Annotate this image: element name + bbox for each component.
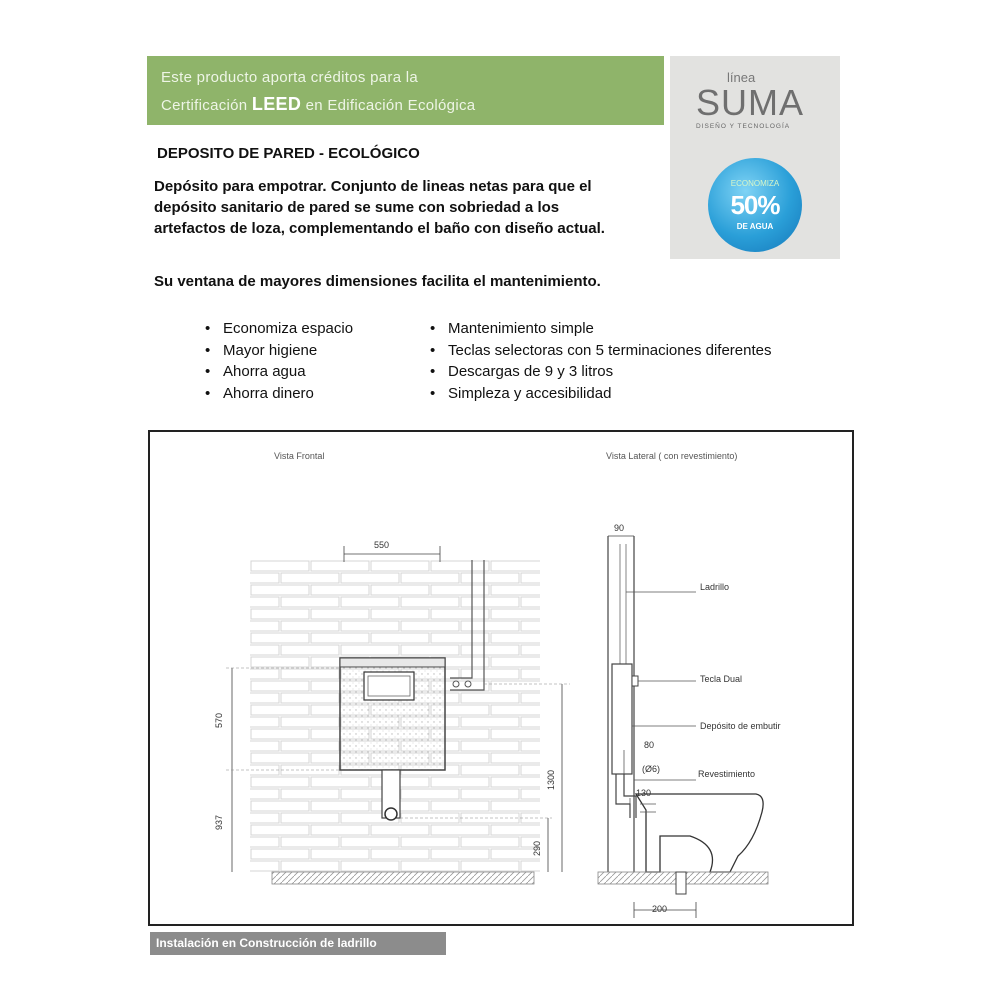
pipe-diameter [642,764,660,774]
toilet-bowl [636,794,763,872]
features-right-list [430,318,772,404]
dim-floor-label: 290 [532,840,542,856]
list-item: • Descargas de 9 y 3 litros [430,361,772,383]
leed-banner-prefix: Certificación [161,97,248,114]
leed-banner [147,56,664,125]
features-left-list [205,318,353,404]
brand-linea: línea [727,70,756,85]
dim-lower-label: 937 [214,814,224,830]
cistern-tank-front [340,658,445,770]
label-cladding: Revestimiento [698,769,756,779]
dim-130-label: 130 [636,788,652,798]
front-view-title: Vista Frontal [274,451,325,461]
dim-width-label: 550 [374,540,390,550]
drawing-canvas [150,432,852,924]
list-item: • Mantenimiento simple [430,318,772,340]
installation-caption: Instalación en Construcción de ladrillo [150,932,446,955]
brand-box [670,56,840,259]
list-item: • Mayor higiene [205,340,353,362]
dim-tank-height-label: 570 [214,712,224,728]
brand-tagline: DISEÑO Y TECNOLOGÍA [696,123,791,130]
dim-200-label: 200 [652,904,668,914]
brand-logo-name: SUMA [696,82,805,123]
list-item: • Simpleza y accesibilidad [430,383,772,405]
leader-brick [626,582,729,592]
dimension-wall [608,523,634,536]
installation-drawing [148,430,854,926]
product-note: Su ventana de mayores dimensiones facilita el mantenimiento. [154,273,601,290]
list-item: • Economiza espacio [205,318,353,340]
dimension-200 [634,902,696,918]
label-brick: Ladrillo [700,582,730,592]
leed-banner-line2 [161,94,475,115]
list-item: • Ahorra dinero [205,383,353,405]
list-item: • Ahorra agua [205,361,353,383]
leader-key [638,674,742,684]
dim-80-label: 80 [644,740,655,750]
label-key: Tecla Dual [700,674,743,684]
leader-tank [632,721,781,731]
water-saving-badge [708,158,802,252]
product-title: DEPOSITO DE PARED - ECOLÓGICO [157,145,420,162]
floor-slab [272,872,534,884]
side-view-title: Vista Lateral ( con revestimiento) [606,451,738,461]
label-tank: Depósito de embutir [700,721,781,731]
badge-bottom-text: DE AGUA [736,222,774,231]
list-item: • Teclas selectoras con 5 terminaciones diferentes [430,340,772,362]
leed-label: LEED [251,94,302,114]
dim-wall-label: 90 [614,523,625,533]
product-description: Depósito para empotrar. Conjunto de lineas netas para que el depósito sanitario de pared se sume con sobriedad a los artefactos de loza, complementando el baño con diseño actual. [154,178,605,237]
dimension-width [344,540,440,562]
leed-banner-suffix: en Edificación Ecológica [305,97,476,114]
leed-banner-line1: Este producto aporta créditos para la [161,69,419,86]
floor-slab-side [598,872,768,894]
badge-value: 50% [730,190,780,220]
dim-total-label: 1300 [546,769,556,790]
dim-pipe-label: (Ø6) [642,764,660,774]
drain-pipe [382,770,400,820]
badge-top-text: ECONOMIZA [730,179,780,188]
